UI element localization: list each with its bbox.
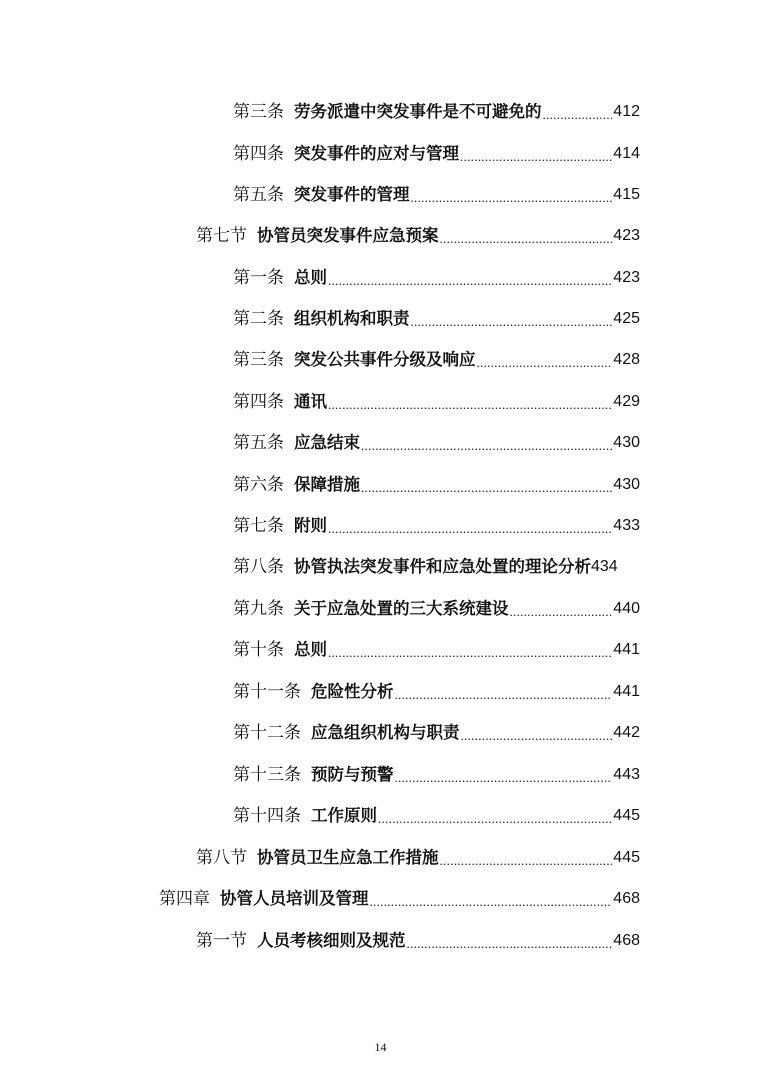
toc-entry-title: 总则 xyxy=(294,640,327,659)
toc-entry-number: 第一节 xyxy=(196,931,247,951)
toc-dot-leader xyxy=(461,722,613,744)
toc-entry-title: 劳务派遣中突发事件是不可避免的 xyxy=(294,102,542,121)
toc-entry-page: 423 xyxy=(613,269,640,286)
toc-entry-number: 第四条 xyxy=(233,392,284,412)
toc-entry-title: 协管员卫生应急工作措施 xyxy=(257,848,439,867)
toc-entry-title: 应急结束 xyxy=(294,433,360,452)
toc-entry-title: 人员考核细则及规范 xyxy=(257,931,406,950)
toc-dot-leader xyxy=(460,143,612,165)
toc-entry[interactable] xyxy=(233,470,640,496)
toc-dot-leader xyxy=(370,888,613,910)
toc-dot-leader xyxy=(477,349,613,371)
toc-entry-title: 附则 xyxy=(294,516,327,535)
toc-entry-page: 430 xyxy=(613,434,640,451)
toc-dot-leader xyxy=(411,308,613,330)
toc-entry-page: 441 xyxy=(613,641,640,658)
toc-entry[interactable] xyxy=(233,180,640,206)
toc-entry-page: 441 xyxy=(613,683,640,700)
toc-entry-title: 总则 xyxy=(294,268,327,287)
toc-entry-number: 第七节 xyxy=(196,226,247,246)
toc-entry-page: 428 xyxy=(613,351,640,368)
toc-entry-number: 第十三条 xyxy=(233,765,301,785)
toc-entry-page: 412 xyxy=(613,103,640,120)
toc-entry-number: 第三条 xyxy=(233,102,284,122)
toc-entry-number: 第四条 xyxy=(233,144,284,164)
toc-entry[interactable] xyxy=(233,718,640,744)
toc-entry-page: 430 xyxy=(613,476,640,493)
toc-entry-page: 415 xyxy=(613,186,640,203)
toc-entry-number: 第三条 xyxy=(233,350,284,370)
toc-entry-title: 工作原则 xyxy=(311,806,377,825)
toc-entry-number: 第十二条 xyxy=(233,723,301,743)
toc-entry-page: 442 xyxy=(613,724,640,741)
toc-entry-page: 445 xyxy=(613,807,640,824)
toc-entry-page: 423 xyxy=(613,227,640,244)
toc-entry[interactable] xyxy=(233,387,640,413)
toc-entry-page: 429 xyxy=(613,393,640,410)
page-number: 14 xyxy=(374,1040,387,1054)
toc-dot-leader xyxy=(543,101,613,123)
toc-entry[interactable] xyxy=(233,635,640,661)
toc-entry[interactable] xyxy=(233,428,640,454)
toc-entry-title: 组织机构和职责 xyxy=(294,309,410,328)
toc-entry-page: 433 xyxy=(613,517,640,534)
toc-entry-number: 第八节 xyxy=(196,848,247,868)
toc-dot-leader xyxy=(395,681,613,703)
toc-entry-title: 协管人员培训及管理 xyxy=(220,889,369,908)
toc-entry-page: 443 xyxy=(613,766,640,783)
toc-entry-title: 协管执法突发事件和应急处置的理论分析 xyxy=(294,557,591,576)
toc-entry[interactable] xyxy=(233,760,640,786)
toc-entry[interactable] xyxy=(233,139,640,165)
toc-entry-title: 突发事件的管理 xyxy=(294,185,410,204)
toc-entry-title: 协管员突发事件应急预案 xyxy=(257,226,439,245)
toc-entry[interactable] xyxy=(233,263,640,289)
toc-entry-number: 第十四条 xyxy=(233,806,301,826)
toc-entry-section[interactable] xyxy=(196,843,640,869)
toc-entry-page: 425 xyxy=(613,310,640,327)
toc-entry-number: 第五条 xyxy=(233,433,284,453)
toc-entry-number: 第一条 xyxy=(233,268,284,288)
toc-entry[interactable] xyxy=(233,345,640,371)
toc-dot-leader xyxy=(328,639,612,661)
toc-entry[interactable] xyxy=(233,552,661,578)
toc-entry-number: 第五条 xyxy=(233,185,284,205)
toc-entry[interactable] xyxy=(233,304,640,330)
toc-entry-number: 第六条 xyxy=(233,475,284,495)
toc-dot-leader xyxy=(328,267,612,289)
toc-entry-title: 危险性分析 xyxy=(311,682,394,701)
toc-dot-leader xyxy=(328,391,612,413)
toc-entry-number: 第八条 xyxy=(233,557,284,577)
toc-entry-number: 第十一条 xyxy=(233,682,301,702)
toc-dot-leader xyxy=(361,432,612,454)
toc-entry-section[interactable] xyxy=(196,926,640,952)
toc-entry-title: 通讯 xyxy=(294,392,327,411)
toc-dot-leader xyxy=(407,930,613,952)
toc-entry[interactable] xyxy=(233,511,640,537)
toc-dot-leader xyxy=(411,184,613,206)
toc-entry-section[interactable] xyxy=(196,221,640,247)
toc-dot-leader xyxy=(510,598,613,620)
toc-dot-leader xyxy=(440,225,613,247)
toc-entry[interactable] xyxy=(233,801,640,827)
toc-dot-leader xyxy=(378,805,612,827)
toc-entry-page: 468 xyxy=(613,932,640,949)
toc-entry-number: 第九条 xyxy=(233,599,284,619)
toc-entry[interactable] xyxy=(233,97,640,123)
toc-entry-page: 414 xyxy=(613,145,640,162)
toc-entry[interactable] xyxy=(233,677,640,703)
toc-entry-number: 第四章 xyxy=(159,889,210,909)
toc-entry-number: 第二条 xyxy=(233,309,284,329)
toc-entry-page: 434 xyxy=(591,558,618,575)
toc-entry-title: 突发公共事件分级及响应 xyxy=(294,350,476,369)
toc-dot-leader xyxy=(440,847,613,869)
toc-dot-leader xyxy=(395,764,613,786)
toc-entry-chapter[interactable] xyxy=(159,884,640,910)
toc-entry-page: 468 xyxy=(613,890,640,907)
toc-entry-title: 应急组织机构与职责 xyxy=(311,723,460,742)
toc-entry-title: 预防与预警 xyxy=(311,765,394,784)
toc-entry-page: 440 xyxy=(613,600,640,617)
toc-entry-number: 第十条 xyxy=(233,640,284,660)
toc-dot-leader xyxy=(328,515,612,537)
toc-entry[interactable] xyxy=(233,594,640,620)
toc-entry-number: 第七条 xyxy=(233,516,284,536)
toc-entry-page: 445 xyxy=(613,849,640,866)
toc-dot-leader xyxy=(361,474,612,496)
toc-entry-title: 关于应急处置的三大系统建设 xyxy=(294,599,509,618)
toc-entry-title: 保障措施 xyxy=(294,475,360,494)
toc-entry-title: 突发事件的应对与管理 xyxy=(294,144,459,163)
